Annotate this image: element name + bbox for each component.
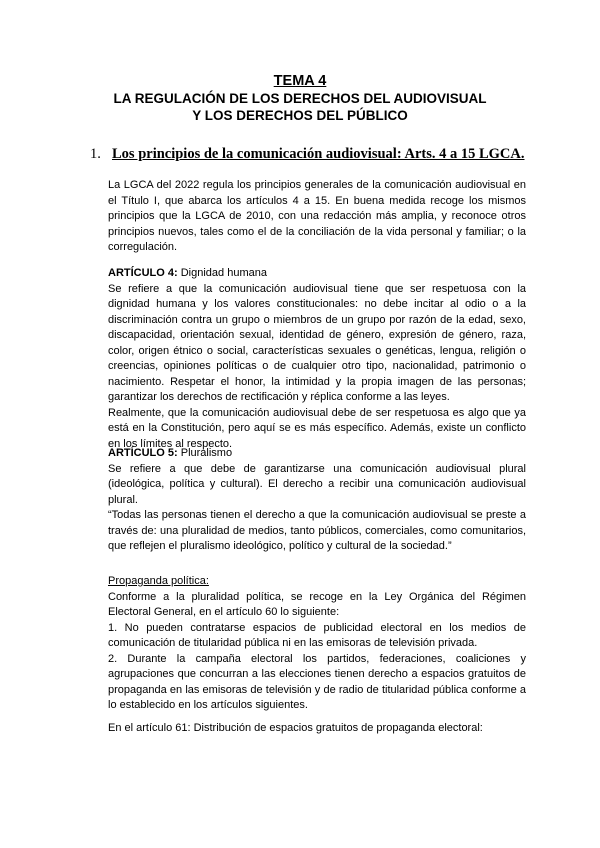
article-61-block [108, 721, 526, 737]
intro-block [108, 178, 526, 256]
article-5-name: Pluralismo [180, 447, 233, 459]
article-5-body: Se refiere a que debe de garantizarse una comunicación audiovisual plural (ideológica, política y cultural). El derecho a recibir una comunicación audiovisual plural. [108, 462, 526, 506]
article-4-heading [108, 266, 526, 282]
title-line-1: LA REGULACIÓN DE LOS DERECHOS DEL AUDIOVISUAL [113, 91, 487, 106]
article-4-note: Realmente, que la comunicación audiovisual debe de ser respetuosa es algo que ya está en la Constitución, pero aquí se es más específico. Además, existe un conflicto en los límites al respecto. [108, 406, 526, 450]
article-5-heading [108, 446, 526, 462]
article-4-body: Se refiere a que la comunicación audiovisual tiene que ser respetuosa con la dignidad humana y los valores constitucionales: no debe incitar al odio o a la discriminación contra un grupo o miembros de un grupo por razón de la edad, sexo, discapacidad, orientación sexual, identidad de género, expresión de género, raza, color, origen étnico o social, características sexuales o genéticas, lengua, religión o creencias, opiniones políticas o de cualquier otro tipo, nacionalidad, patrimonio o nacimiento. Respetar el honor, la intimidad y la propia imagen de las personas; garantizar los derechos de rectificación y réplica conforme a las leyes. [108, 282, 526, 403]
article-5-quote: “Todas las personas tienen el derecho a que la comunicación audiovisual se preste a través de: una pluralidad de medios, tanto públicos, comerciales, como comunitarios, que reflejen el pluralismo ideológico, político y cultural de la sociedad.” [108, 509, 526, 552]
topic-title: TEMA 4 [273, 73, 327, 89]
article-5-label: ARTÍCULO 5: [108, 447, 178, 459]
title-line-2: Y LOS DERECHOS DEL PÚBLICO [192, 108, 408, 123]
propaganda-intro: Conforme a la pluralidad política, se recoge en la Ley Orgánica del Régimen Electoral General, en el artículo 60 lo siguiente: [108, 590, 526, 618]
article-4-name: Dignidad humana [180, 267, 267, 279]
article-61-line: En el artículo 61: Distribución de espacios gratuitos de propaganda electoral: [108, 722, 483, 734]
intro-paragraph: La LGCA del 2022 regula los principios generales de la comunicación audiovisual en el Título I, que abarca los artículos 4 a 15. En buena medida recoge los mismos principios que la LGCA de 2010, con una redacción más amplia, y reconoce otros principios nuevos, tales como el de la conciliación de la vida personal y familiar; o la corregulación. [108, 179, 526, 253]
section-heading [90, 146, 525, 163]
section-heading-text: Los principios de la comunicación audiovisual: Arts. 4 a 15 LGCA. [112, 146, 525, 162]
title-block [0, 73, 600, 124]
propaganda-item-1: 1. No pueden contratarse espacios de publicidad electoral en los medios de comunicación de titularidad pública ni en las emisoras de televisión privada. [108, 621, 526, 649]
article-4-block [108, 266, 526, 452]
article-5-block [108, 446, 526, 555]
propaganda-item-2: 2. Durante la campaña electoral los partidos, federaciones, coaliciones y agrupaciones que concurran a las elecciones tienen derecho a espacios gratuitos de propaganda en las emisoras de televisión y de radio de titularidad pública conforme a lo establecido en los artículos siguientes. [108, 652, 526, 711]
article-4-label: ARTÍCULO 4: [108, 267, 178, 279]
propaganda-block [108, 574, 526, 714]
section-number: 1. [90, 146, 101, 162]
propaganda-heading: Propaganda política: [108, 575, 209, 587]
